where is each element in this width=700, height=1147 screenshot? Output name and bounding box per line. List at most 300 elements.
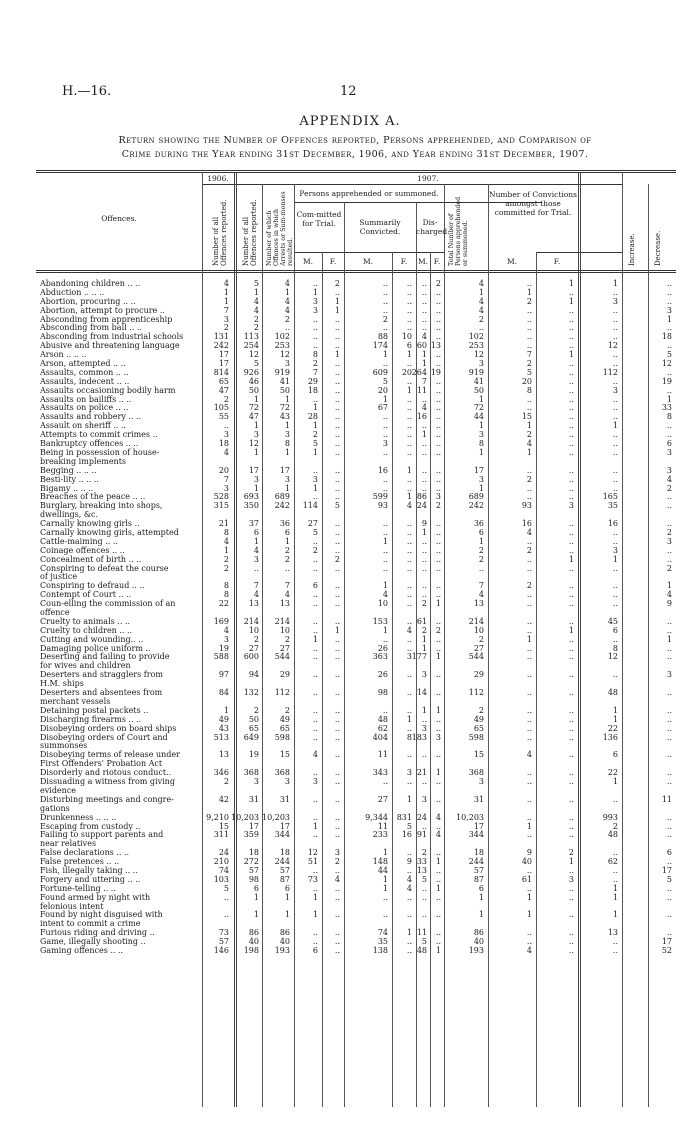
discharged-m-cell: 16 <box>416 412 427 422</box>
discharged-m-cell: 9 <box>421 519 427 529</box>
reported-1906-cell: 17 <box>218 359 229 369</box>
convictions-m-cell: .. <box>526 883 532 893</box>
decrease-cell: .. <box>666 750 672 760</box>
summarily-f-cell: 1 <box>406 714 412 724</box>
committed-m-cell: 7 <box>312 367 318 377</box>
increase-cell: .. <box>612 937 618 947</box>
committed-m-cell: 1 <box>312 403 318 413</box>
discharged-m-cell: 1 <box>421 643 427 653</box>
discharged-f-cell: 2 <box>435 625 441 635</box>
reported-1907-cell: 368 <box>243 768 259 778</box>
reported-1906-cell: 49 <box>218 714 229 724</box>
reported-1906-cell: 4 <box>223 625 229 635</box>
total-persons-cell: 4 <box>478 590 484 600</box>
discharged-m-cell: 1 <box>421 430 427 440</box>
decrease-cell: .. <box>666 519 672 529</box>
committed-f-cell: .. <box>334 688 340 698</box>
arrests-cell: 65 <box>279 723 290 733</box>
summarily-m-cell: 343 <box>372 768 388 778</box>
convictions-m-cell: 15 <box>521 412 532 422</box>
offence-name: Forgery and uttering .. .. <box>40 874 141 884</box>
reported-1906-cell: 74 <box>218 865 229 875</box>
discharged-f-cell: .. <box>435 296 441 306</box>
offence-name: Carnally knowing girls .. <box>40 519 140 529</box>
reported-1906-header: Number of all Offences reported. <box>212 199 228 266</box>
convictions-f-cell: .. <box>568 447 574 457</box>
table-row <box>36 600 676 618</box>
decrease-cell: .. <box>666 812 672 822</box>
total-persons-cell: 102 <box>468 332 484 342</box>
reported-1906-cell: 5 <box>223 883 229 893</box>
arrests-cell: 1 <box>284 536 290 546</box>
arrests-cell: 50 <box>279 385 290 395</box>
convictions-f-cell: .. <box>568 777 574 787</box>
committed-m-cell: .. <box>312 928 318 938</box>
convictions-f-cell: .. <box>568 616 574 626</box>
committed-m-cell: 3 <box>312 474 318 484</box>
reported-1906-cell: 513 <box>213 732 229 742</box>
reported-1906-cell: 55 <box>218 412 229 422</box>
reported-1906-cell: 18 <box>218 439 229 449</box>
table-row <box>36 413 676 422</box>
convictions-m-cell: .. <box>526 768 532 778</box>
discharged-m-cell: 1 <box>421 359 427 369</box>
convictions-f-cell: .. <box>568 830 574 840</box>
reported-1906-cell: 3 <box>223 483 229 493</box>
decrease-cell: 11 <box>661 794 672 804</box>
summarily-m-cell: 1 <box>382 350 388 360</box>
decrease-cell: .. <box>666 821 672 831</box>
summarily-f-cell: .. <box>406 527 412 537</box>
table-row <box>36 396 676 405</box>
total-persons-cell: 368 <box>468 768 484 778</box>
increase-cell: .. <box>612 323 618 333</box>
reported-1906-cell: 1 <box>223 296 229 306</box>
summarily-f-cell: .. <box>406 519 412 529</box>
decrease-cell: .. <box>666 367 672 377</box>
reported-1906-cell: 3 <box>223 430 229 440</box>
discharged-m-cell: 1 <box>421 705 427 715</box>
reported-1906-cell: 3 <box>223 634 229 644</box>
convictions-m-cell: .. <box>526 305 532 315</box>
table-row <box>36 778 676 796</box>
year-rule <box>202 184 622 185</box>
increase-cell: 45 <box>607 616 618 626</box>
convictions-f-cell: .. <box>568 643 574 653</box>
committed-m-cell: 2 <box>312 545 318 555</box>
summarily-f-cell: .. <box>406 777 412 787</box>
decrease-cell: 4 <box>666 590 672 600</box>
summarily-f-cell: .. <box>406 376 412 386</box>
summarily-f-cell: .. <box>406 643 412 653</box>
committed-f-cell: .. <box>334 865 340 875</box>
reported-1907-cell: 47 <box>248 412 259 422</box>
discharged-f-cell: .. <box>435 385 441 395</box>
committed-f-cell: .. <box>334 634 340 644</box>
convictions-f-cell: .. <box>568 750 574 760</box>
decrease-cell: .. <box>666 643 672 653</box>
table-row <box>36 849 676 858</box>
summarily-f-cell: .. <box>406 705 412 715</box>
offence-name: Assaults, indecent .. .. <box>40 376 130 386</box>
committed-m-cell: .. <box>312 883 318 893</box>
decrease-cell: 33 <box>661 403 672 413</box>
total-persons-cell: 17 <box>473 821 484 831</box>
discharged-f-cell: .. <box>435 554 441 564</box>
summarily-m-cell: 20 <box>377 385 388 395</box>
convictions-m-cell: .. <box>526 483 532 493</box>
offence-name: Burglary, breaking into shops, dwellings, &c. <box>40 501 163 520</box>
offence-name: Assaults, common .. .. <box>40 367 129 377</box>
reported-1906-cell: 8 <box>223 527 229 537</box>
arrests-cell: 1 <box>284 892 290 902</box>
total-persons-cell: 4 <box>478 296 484 306</box>
discharged-f-cell: 3 <box>435 492 441 502</box>
arrests-cell: 919 <box>274 367 290 377</box>
reported-1906-cell: 1 <box>223 545 229 555</box>
decrease-cell: .. <box>666 616 672 626</box>
reported-1907-cell: 198 <box>243 946 259 956</box>
offence-name: Detaining postal packets .. <box>40 705 149 715</box>
reported-1907-cell: 4 <box>253 545 259 555</box>
reported-1907-cell: 4 <box>253 305 259 315</box>
increase-cell: 1 <box>612 910 618 920</box>
committed-m-cell: 1 <box>312 910 318 920</box>
arrests-cell: 43 <box>279 412 290 422</box>
increase-cell: .. <box>612 474 618 484</box>
committed-f-cell: 2 <box>334 279 340 288</box>
decrease-cell: .. <box>666 430 672 440</box>
offence-name: Gaming offences .. .. <box>40 946 124 956</box>
convictions-m-cell: .. <box>526 652 532 662</box>
discharged-m-cell: 14 <box>416 688 427 698</box>
committed-f-cell: .. <box>334 750 340 760</box>
convictions-m-cell: .. <box>526 625 532 635</box>
summarily-f-cell: .. <box>406 430 412 440</box>
discharged-f-cell: 1 <box>435 883 441 893</box>
offence-name: False declarations .. .. <box>40 848 130 858</box>
reported-1907-cell: 19 <box>248 750 259 760</box>
total-persons-cell: 1 <box>478 910 484 920</box>
discharged-m-cell: 2 <box>421 625 427 635</box>
committed-m-cell: .. <box>312 714 318 724</box>
increase-cell: 62 <box>607 857 618 867</box>
decrease-cell: 3 <box>666 465 672 475</box>
offence-name: Failing to support parents and near relatives <box>40 830 164 849</box>
convictions-f-cell: .. <box>568 394 574 404</box>
total-persons-cell: 29 <box>473 670 484 680</box>
increase-cell: .. <box>612 536 618 546</box>
reported-1907-cell: 359 <box>243 830 259 840</box>
convictions-m-cell: .. <box>526 830 532 840</box>
offence-name: Abortion, attempt to procure .. <box>40 305 165 315</box>
increase-cell: 35 <box>607 501 618 511</box>
total-persons-cell: 244 <box>468 857 484 867</box>
summarily-f-cell: .. <box>406 314 412 324</box>
reported-1906-cell: 8 <box>223 590 229 600</box>
summarily-m-cell: 233 <box>372 830 388 840</box>
decrease-cell: .. <box>666 705 672 715</box>
arrests-cell: 36 <box>279 519 290 529</box>
committed-f-cell: .. <box>334 581 340 591</box>
arrests-cell: 29 <box>279 670 290 680</box>
discharged-f-cell: .. <box>435 590 441 600</box>
discharged-f-cell: .. <box>435 323 441 333</box>
reported-1906-cell: 814 <box>213 367 229 377</box>
offence-name: Disorderly and riotous conduct.. <box>40 768 172 778</box>
decrease-cell: .. <box>666 554 672 564</box>
discharged-f-cell: .. <box>435 643 441 653</box>
discharged-m-cell: 11 <box>416 928 427 938</box>
committed-m-cell: 6 <box>312 946 318 956</box>
discharged-f-cell: .. <box>435 865 441 875</box>
discharged-m-cell: 1 <box>421 634 427 644</box>
committed-m-cell: 114 <box>302 501 318 511</box>
summarily-f-cell: .. <box>406 447 412 457</box>
summarily-m-cell: 1 <box>382 883 388 893</box>
offence-name: Cruelty to animals .. .. <box>40 616 130 626</box>
convictions-m-cell: 8 <box>526 385 532 395</box>
discharged-m-cell: .. <box>421 439 427 449</box>
committed-f-cell: .. <box>334 545 340 555</box>
increase-cell: 48 <box>607 688 618 698</box>
table-row <box>36 894 676 912</box>
committed-f-cell: .. <box>334 421 340 431</box>
reported-1907-cell: 1 <box>253 287 259 297</box>
convictions-m-cell: .. <box>526 812 532 822</box>
committed-m-cell: .. <box>312 643 318 653</box>
total-persons-cell: 7 <box>478 581 484 591</box>
committed-m-cell: 3 <box>312 296 318 306</box>
reported-1907-cell: 1 <box>253 892 259 902</box>
discharged-f-cell: .. <box>435 910 441 920</box>
decrease-cell: .. <box>666 501 672 511</box>
table-row <box>36 342 676 351</box>
summarily-m-cell: .. <box>382 892 388 902</box>
offence-name: Absconding from bail .. .. <box>40 323 142 333</box>
summarily-m-cell: .. <box>382 474 388 484</box>
decrease-cell: 8 <box>666 412 672 422</box>
summarily-f-cell: .. <box>406 394 412 404</box>
increase-cell: 3 <box>612 545 618 555</box>
summarily-m-cell: 2 <box>382 314 388 324</box>
arrests-cell: 15 <box>279 750 290 760</box>
discharged-f: F. <box>433 257 441 266</box>
reported-1906-cell: 19 <box>218 643 229 653</box>
table-row <box>36 751 676 769</box>
convictions-m-cell: 7 <box>526 350 532 360</box>
committed-m-cell: .. <box>312 670 318 680</box>
summarily-m-cell: .. <box>382 910 388 920</box>
offence-name: Found armed by night with felonious intent <box>40 892 151 911</box>
decrease-cell: 1 <box>666 634 672 644</box>
arrests-cell: 2 <box>284 705 290 715</box>
offence-name: Absconding from industrial schools <box>40 332 184 342</box>
discharged-m-cell: .. <box>421 447 427 457</box>
convictions-m-cell: 20 <box>521 376 532 386</box>
offence-name: Abduction .. .. .. <box>40 287 105 297</box>
discharged-m-cell: 7 <box>421 376 427 386</box>
convictions-m-cell: 93 <box>521 501 532 511</box>
reported-1907-cell: 10,203 <box>231 812 259 822</box>
increase-cell: .. <box>612 946 618 956</box>
reported-1907-cell: .. <box>253 563 259 573</box>
increase-cell: .. <box>612 865 618 875</box>
convictions-m-cell: 2 <box>526 545 532 555</box>
committed-m-cell: 27 <box>307 519 318 529</box>
total-persons-cell: 72 <box>473 403 484 413</box>
increase-cell: 112 <box>602 367 618 377</box>
discharged-m-cell: 33 <box>416 857 427 867</box>
summarily-f-cell: 3 <box>406 768 412 778</box>
table-row <box>36 653 676 671</box>
arrests-cell: 112 <box>274 688 290 698</box>
offence-name: Cattle-maiming .. .. <box>40 536 118 546</box>
offence-name: Assaults occasioning bodily harm <box>40 385 176 395</box>
arrests-cell: 544 <box>274 652 290 662</box>
arrests-cell: 598 <box>274 732 290 742</box>
discharged-m-cell: 3 <box>421 723 427 733</box>
arrests-cell: 13 <box>279 599 290 609</box>
offence-name: Fish, illegally taking .. .. <box>40 865 138 875</box>
reported-1906-cell: 2 <box>223 323 229 333</box>
decrease-cell: 9 <box>666 599 672 609</box>
convictions-f-cell: .. <box>568 305 574 315</box>
convictions-m-cell: 4 <box>526 527 532 537</box>
arrests-cell: 3 <box>284 430 290 440</box>
reported-1907-cell: 5 <box>253 359 259 369</box>
reported-1907-cell: 6 <box>253 883 259 893</box>
discharged-f-cell: .. <box>435 581 441 591</box>
arrests-cell: 10 <box>279 625 290 635</box>
summarily-m-cell: .. <box>382 279 388 288</box>
page-number: 12 <box>340 84 357 99</box>
committed-f-cell: .. <box>334 527 340 537</box>
convictions-f-cell: .. <box>568 910 574 920</box>
summarily-f-cell: .. <box>406 287 412 297</box>
discharged-f-cell: 4 <box>435 830 441 840</box>
decrease-cell: 2 <box>666 527 672 537</box>
committed-f-cell: .. <box>334 777 340 787</box>
increase-cell: .. <box>612 590 618 600</box>
discharged-f-cell: .. <box>435 412 441 422</box>
discharged-f-cell: 4 <box>435 812 441 822</box>
reported-1907-cell: 5 <box>253 279 259 288</box>
convictions-m-cell: .. <box>526 279 532 288</box>
committed-f-cell: .. <box>334 332 340 342</box>
convictions-m-cell: .. <box>526 465 532 475</box>
decrease-cell: .. <box>666 688 672 698</box>
offences-table <box>36 170 676 1110</box>
committed-f-cell: .. <box>334 599 340 609</box>
discharged-m-cell: .. <box>421 296 427 306</box>
arrests-cell: 49 <box>279 714 290 724</box>
reported-1906-cell: .. <box>223 910 229 920</box>
increase-header: Increase. <box>628 233 636 266</box>
reported-1907-cell: 50 <box>248 714 259 724</box>
increase-cell: .. <box>612 403 618 413</box>
table-row <box>36 529 676 538</box>
discharged-m-cell: .. <box>421 465 427 475</box>
committed-m-cell: .. <box>312 794 318 804</box>
total-persons-cell: 3 <box>478 777 484 787</box>
summarily-m-cell: 26 <box>377 643 388 653</box>
arrests-cell: 2 <box>284 545 290 555</box>
total-persons-cell: 1 <box>478 892 484 902</box>
convictions-m-cell: .. <box>526 714 532 724</box>
committed-f-cell: .. <box>334 359 340 369</box>
increase-cell: 1 <box>612 777 618 787</box>
summarily-m-cell: .. <box>382 563 388 573</box>
discharged-m-cell: 1 <box>421 350 427 360</box>
discharged-m-cell: 5 <box>421 874 427 884</box>
reported-1906-cell: 9,210 <box>206 812 229 822</box>
convictions-m-cell: .. <box>526 590 532 600</box>
discharged-f-cell: 19 <box>430 367 441 377</box>
discharged-m-cell: .. <box>421 590 427 600</box>
reported-1906-cell: 3 <box>223 314 229 324</box>
discharged-f-cell: 2 <box>435 501 441 511</box>
convictions-f-cell: .. <box>568 768 574 778</box>
arrests-cell: 1 <box>284 483 290 493</box>
offence-name: Bankruptcy offences .. .. <box>40 439 139 449</box>
total-persons-cell: 15 <box>473 750 484 760</box>
discharged-m-cell: 183 <box>411 732 427 742</box>
reported-1907-cell: 1 <box>253 536 259 546</box>
summarily-f-cell: .. <box>406 848 412 858</box>
committed-m-cell: 4 <box>312 750 318 760</box>
reported-1906-cell: 43 <box>218 723 229 733</box>
discharged-f-cell: .. <box>435 714 441 724</box>
decrease-cell: .. <box>666 768 672 778</box>
convictions-m-cell: .. <box>526 794 532 804</box>
discharged-f-cell: 1 <box>435 768 441 778</box>
reported-1907-cell: 57 <box>248 865 259 875</box>
year-1906-header: 1906. <box>207 174 229 183</box>
discharged-f-cell: .. <box>435 527 441 537</box>
decrease-cell: 6 <box>666 439 672 449</box>
committed-m-cell: 5 <box>312 439 318 449</box>
summarily-m-cell: .. <box>382 359 388 369</box>
summarily-f-cell: .. <box>406 412 412 422</box>
discharged-f-cell: .. <box>435 519 441 529</box>
table-row <box>36 938 676 947</box>
offence-name: Discharging firearms .. .. <box>40 714 142 724</box>
reported-1907-cell: 17 <box>248 821 259 831</box>
reported-1906-cell: 528 <box>213 492 229 502</box>
arrests-cell: 253 <box>274 341 290 351</box>
arrests-cell: 40 <box>279 937 290 947</box>
committed-f-cell: .. <box>334 590 340 600</box>
total-persons-cell: 2 <box>478 554 484 564</box>
arrests-cell: 102 <box>274 332 290 342</box>
increase-cell: .. <box>612 412 618 422</box>
reported-1907-cell: 649 <box>243 732 259 742</box>
offence-name: Assaults on bailiffs .. .. <box>40 394 132 404</box>
total-persons-cell: 49 <box>473 714 484 724</box>
committed-m-cell: .. <box>312 830 318 840</box>
committed-f-cell: .. <box>334 937 340 947</box>
increase-cell: .. <box>612 305 618 315</box>
committed-f-cell: .. <box>334 474 340 484</box>
total-persons-cell: 2 <box>478 545 484 555</box>
total-persons-cell: 40 <box>473 937 484 947</box>
running-header <box>0 84 700 104</box>
summarily-f-cell: 4 <box>406 874 412 884</box>
summarily-m-cell: 67 <box>377 403 388 413</box>
reported-1906-cell: 1 <box>223 705 229 715</box>
convictions-f-cell: .. <box>568 403 574 413</box>
